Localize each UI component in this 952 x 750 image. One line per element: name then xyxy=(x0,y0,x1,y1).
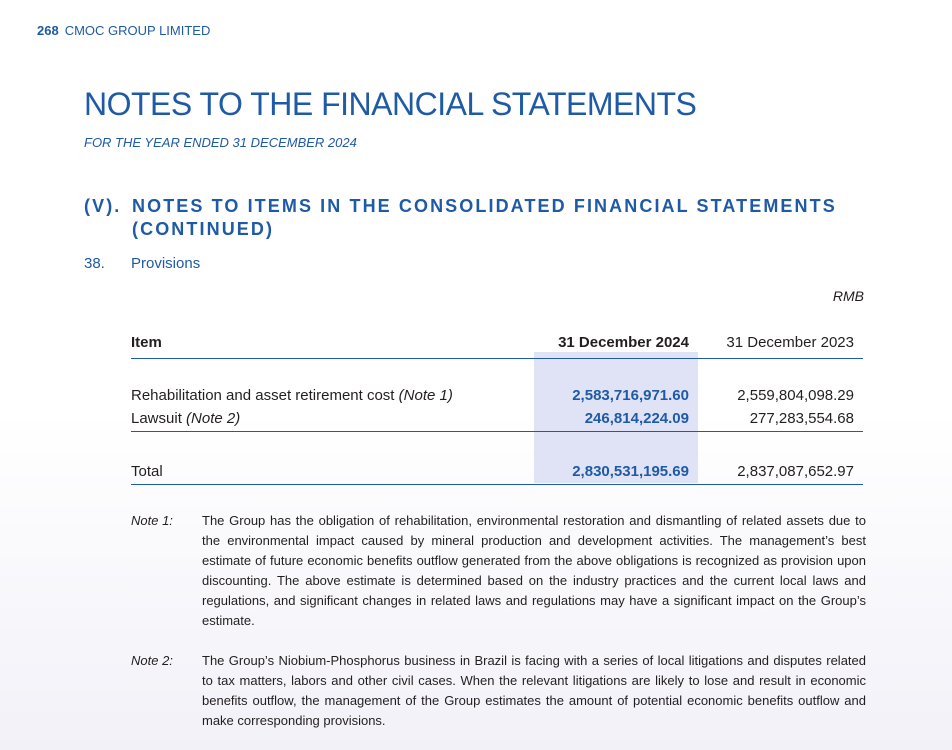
table-row xyxy=(131,410,863,432)
row-item: Lawsuit (Note 2) xyxy=(131,410,241,427)
company-name: CMOC GROUP LIMITED xyxy=(64,23,211,38)
section-title: NOTES TO ITEMS IN THE CONSOLIDATED FINANCIAL STATEMENTS (CONTINUED) xyxy=(132,196,837,239)
note-ref: (Note 2) xyxy=(186,410,241,427)
total-label: Total xyxy=(131,463,163,480)
header-2023: 31 December 2023 xyxy=(726,334,854,351)
table-header-row xyxy=(131,334,863,356)
subsection-title: Provisions xyxy=(131,255,201,272)
section-number: (V). xyxy=(84,196,122,216)
note-text: The Group has the obligation of rehabilitation, environmental restoration and dismantling of related assets due to the environmental impact caused by mineral production and development activities. The management’s best estimate of future economic benefits outflow generated from the above obligations is recognized as provision upon discounting. The above estimate is determined based on the industry practices and the current local laws and regulations, and significant changes in related laws and regulations may have a significant impact on the Group’s estimate. xyxy=(202,513,866,628)
row-value-2023: 277,283,554.68 xyxy=(749,410,854,427)
row-value-2024: 246,814,224.09 xyxy=(584,410,689,427)
header-rule xyxy=(131,358,863,359)
subtotal-rule xyxy=(131,431,863,432)
page-title: NOTES TO THE FINANCIAL STATEMENTS xyxy=(84,86,697,122)
subsection-number: 38. xyxy=(84,255,105,272)
note-ref: (Note 1) xyxy=(398,387,453,404)
row-value-2024: 2,583,716,971.60 xyxy=(572,387,689,404)
table-row xyxy=(131,387,863,409)
header-2024: 31 December 2024 xyxy=(558,334,689,351)
note-1 xyxy=(131,511,866,631)
note-label: Note 2: xyxy=(131,653,173,668)
row-value-2023: 2,559,804,098.29 xyxy=(737,387,854,404)
note-text: The Group’s Niobium-Phosphorus business in Brazil is facing with a series of local litigations and disputes related to tax matters, labors and other civil cases. When the relevant litigations are likely to lose and result in economic benefits outflow, the management of the Group estimates the amount of potential economic benefits outflow and make corresponding provisions. xyxy=(202,653,866,728)
page-subtitle: FOR THE YEAR ENDED 31 DECEMBER 2024 xyxy=(84,135,357,150)
running-header xyxy=(37,23,210,38)
note-label: Note 1: xyxy=(131,513,173,528)
header-item: Item xyxy=(131,334,162,351)
total-value-2024: 2,830,531,195.69 xyxy=(572,463,689,480)
note-2 xyxy=(131,651,866,731)
total-value-2023: 2,837,087,652.97 xyxy=(737,463,854,480)
row-item: Rehabilitation and asset retirement cost (Note 1) xyxy=(131,387,453,404)
total-rule xyxy=(131,484,863,485)
total-row xyxy=(131,463,863,485)
page-number: 268 xyxy=(37,23,59,38)
currency-label: RMB xyxy=(832,288,864,304)
